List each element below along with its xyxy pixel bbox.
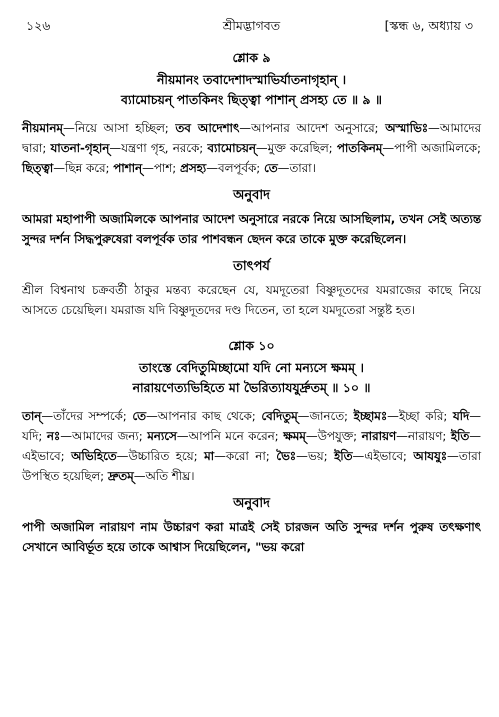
synonym-meaning: —উচ্চারিত হয়ে; [116, 449, 205, 463]
chapter-reference: [স্কন্ধ ৬, অধ্যায় ৩ [384, 18, 473, 33]
synonym-word: যদি [452, 409, 470, 423]
synonym-word: তব আদেশাৎ [175, 121, 240, 135]
synonym-word: ব্যামোচয়ন্ [207, 141, 256, 155]
verse-10-heading: শ্লোক ১০ [228, 338, 275, 353]
synonym-word: ক্ষমম্ [283, 429, 306, 443]
synonym-meaning: —এইভাবে; [352, 449, 414, 463]
synonym-meaning: —আমাদের দ্বারা; [22, 121, 481, 155]
synonym-meaning: —পাপী অজামিলকে; [382, 141, 481, 155]
synonym-meaning: —আপনার আদেশ অনুসারে; [239, 121, 386, 135]
synonym-word: অস্মাভিঃ [385, 121, 429, 135]
verse-10-line-2: নারায়ণেত্যভিহিতে মা ভৈরিত্যাযযুর্দ্রুতম্ ॥ ১০ ॥ [132, 380, 371, 395]
synonym-word: ভৈঃ [276, 449, 297, 463]
synonym-meaning: —এইভাবে; [22, 429, 482, 463]
book-title: শ্রীমদ্ভাগবত [222, 18, 281, 33]
verse-9-synonyms [22, 118, 481, 178]
synonym-word: পাতকিনম্ [336, 141, 383, 155]
verse-10-line-1: তাংস্তে বেদিতুমিচ্ছামো যদি নো মন্যসে ক্ষমম্ । [139, 360, 364, 375]
verse-10-translation-heading: অনুবাদ [233, 496, 270, 511]
synonym-word: তে [263, 161, 278, 175]
synonym-word: ইতি [450, 429, 470, 443]
synonym-meaning: —ভয়; [296, 449, 335, 463]
synonym-word: অভিহিতে [71, 449, 117, 463]
synonym-word: ছিত্ত্বা [22, 161, 54, 175]
synonym-word: মন্যসে [147, 429, 177, 443]
synonym-meaning: —ইচ্ছা করি; [387, 409, 453, 423]
synonym-meaning: —উপযুক্ত; [305, 429, 362, 443]
synonym-word: মা [204, 449, 215, 463]
verse-9-line-2: ব্যামোচয়ন্ পাতকিনং ছিত্ত্বা পাশান্ প্রসহ্য তে ॥ ৯ ॥ [121, 92, 382, 107]
running-header [22, 0, 481, 44]
synonym-meaning: —যদি; [22, 409, 481, 443]
synonym-meaning: —তাঁদের সম্পর্কে; [41, 409, 133, 423]
synonym-word: দ্রুতম্ [107, 469, 134, 483]
synonym-word: প্রসহ্য [180, 161, 207, 175]
synonym-meaning: —ছিন্ন করে; [53, 161, 114, 175]
synonym-meaning: —তারা। [277, 161, 316, 175]
verse-9-translation-heading: অনুবাদ [233, 188, 270, 203]
synonym-meaning: —যন্ত্রণা গৃহ, নরকে; [109, 141, 208, 155]
verse-9-heading: শ্লোক ৯ [232, 50, 271, 65]
synonym-meaning: —বলপূর্বক; [206, 161, 264, 175]
verse-9-translation: আমরা মহাপাপী অজামিলকে আপনার আদেশ অনুসারে নরকে নিয়ে আসছিলাম, তখন সেই অত্যন্ত সুন্দর দর্শন সিদ্ধপুরুষেরা বলপূর্বক তার পাশবন্ধন ছেদন করে তাকে মুক্ত করেছিলেন। [22, 212, 481, 246]
synonym-word: ইতি [334, 449, 353, 463]
verse-9-line-1: নীয়মানং তবাদেশাদস্মাভির্যাতনাগৃহান্ । [156, 72, 347, 87]
verse-10-translation: পাপী অজামিল নারায়ণ নাম উচ্চারণ করা মাত্রই সেই চারজন অতি সুন্দর দর্শন পুরুষ তৎক্ষণাৎ সেখানে আবির্ভূত হয়ে তাকে আশ্বাস দিয়েছিলেন, "ভয় করো [22, 520, 481, 554]
verse-9-purport-heading: তাৎপর্য [233, 259, 270, 274]
synonym-meaning: —পাশ; [142, 161, 181, 175]
synonym-word: নারায়ণ [361, 429, 397, 443]
verse-9-purport: শ্রীল বিশ্বনাথ চক্রবর্তী ঠাকুর মন্তব্য করেছেন যে, যমদূতেরা বিষ্ণুদূতদের যমরাজের কাছে নিয়ে আসতে চেয়েছিল। যমরাজ যদি বিষ্ণুদূতদের দণ্ড দিতেন, তা হলে যমদূতেরা সন্তুষ্ট হত। [22, 283, 481, 317]
synonym-word: পাশান্ [113, 161, 143, 175]
verse-10-synonyms [22, 406, 481, 486]
synonym-word: নঃ [46, 429, 61, 443]
page-number: ১২৬ [26, 18, 51, 33]
synonym-word: তে [132, 409, 146, 423]
synonym-meaning: —তারা উপস্থিত হয়েছিল; [22, 449, 482, 483]
synonym-word: নীয়মানম্ [22, 121, 63, 135]
synonym-meaning: —মুক্ত করেছিল; [255, 141, 337, 155]
synonym-meaning: —অতি শীঘ্র। [133, 469, 195, 483]
synonym-meaning: —করো না; [214, 449, 277, 463]
synonym-word: বেদিতুম্ [261, 409, 298, 423]
synonym-word: যাতনা-গৃহান্ [50, 141, 110, 155]
synonym-meaning: —জানতে; [297, 409, 354, 423]
synonym-word: আযযুঃ [413, 449, 448, 463]
synonym-meaning: —নিয়ে আসা হচ্ছিল; [62, 121, 176, 135]
synonym-word: ইচ্ছামঃ [353, 409, 388, 423]
synonym-meaning: —আপনি মনে করেন; [176, 429, 284, 443]
synonym-meaning: —আমাদের জন্য; [60, 429, 148, 443]
synonym-meaning: —নারায়ণ; [396, 429, 451, 443]
synonym-meaning: —আপনার কাছ থেকে; [145, 409, 262, 423]
synonym-word: তান্ [22, 409, 42, 423]
